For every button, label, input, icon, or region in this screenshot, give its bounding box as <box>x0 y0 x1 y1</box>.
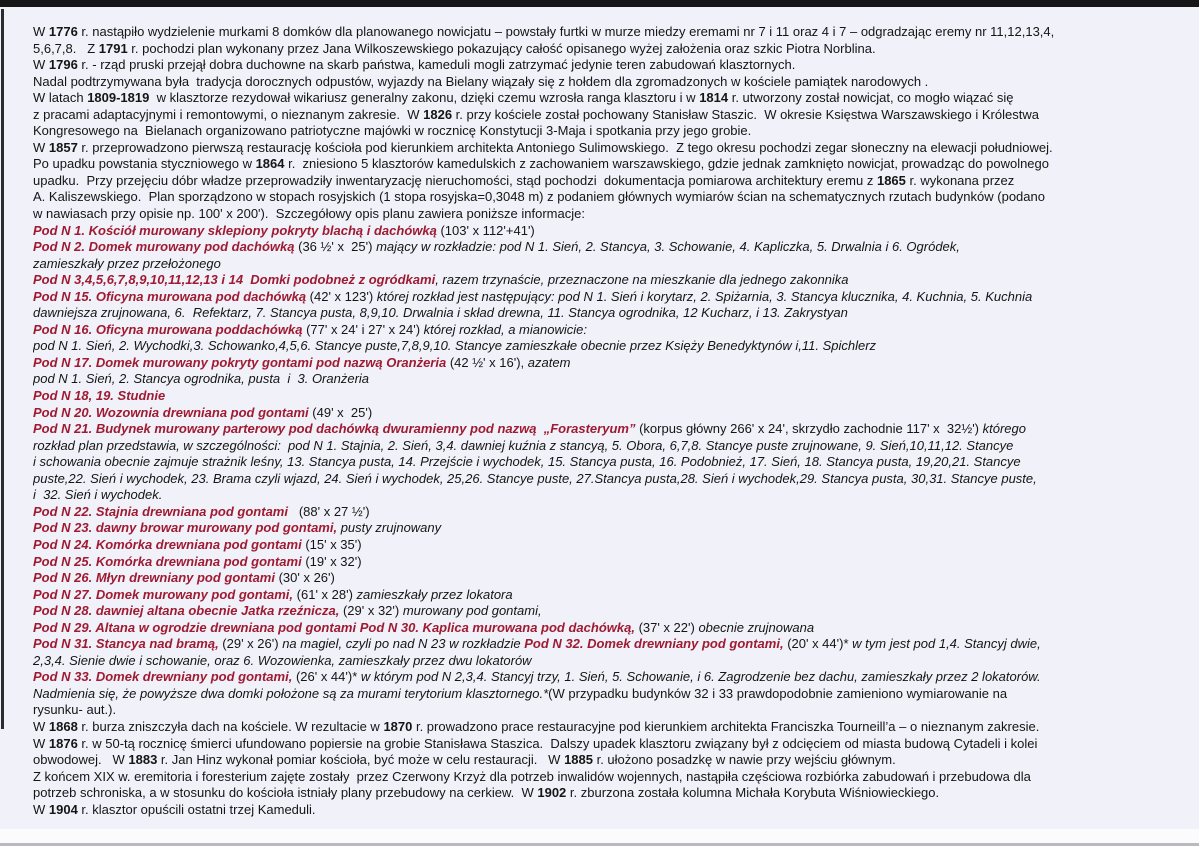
text-line <box>33 371 1193 388</box>
text-segment: potrzeb schroniska, a w stosunku do kościoła istniały plany przebudowy na cerkiew. W <box>33 785 538 801</box>
text-segment: dawniejsza zrujnowana, 6. Refektarz, 7. Stancya pusta, 8,9,10. Drwalnia i skład drewna, 11. Stancya ogrodnika, 12 Kucharz, i 13. Zakrystyan <box>33 305 848 321</box>
text-line <box>33 537 1193 554</box>
text-segment: którego <box>982 421 1026 437</box>
text-line <box>33 504 1193 521</box>
text-segment: r. Jan Hinz wykonał pomiar kościoła, być może w celu restauracji. W <box>157 752 565 768</box>
text-segment: (36 ½' x 25') <box>294 239 377 255</box>
text-segment: puste,22. Sień i wychodek, 23. Brama czyli wjazd, 24. Sień i wychodek, 25,26. Stancye puste, 27.Stancya pusta,28. Sień i wychodek,29. Stancya pusta, 30,31. Stancye puste, <box>33 470 1037 486</box>
text-segment: (30' x 26') <box>274 570 335 586</box>
scan-edge-left <box>1 9 4 729</box>
heading-segment: Pod N 21. Budynek murowany parterowy pod dachówką dwuramienny pod nazwą „Forasteryum” <box>33 421 636 437</box>
heading-segment: Pod N 32. Domek drewniany pod gontami, <box>524 636 784 652</box>
text-line <box>33 719 1193 736</box>
text-line <box>33 239 1193 256</box>
scan-edge-top <box>0 0 1199 7</box>
text-line <box>33 107 1193 124</box>
text-segment: (W przypadku budynków 32 i 33 prawdopodobnie zamieniono wymiarowanie na <box>548 685 1008 701</box>
text-segment: 1814 <box>699 90 729 106</box>
heading-segment: Pod N 25. Komórka drewniana pod gontami <box>33 553 302 569</box>
text-segment: 1883 <box>128 752 158 768</box>
text-line <box>33 289 1193 306</box>
text-segment: (103' x 112'+41') <box>436 222 535 238</box>
heading-segment: Pod N 17. Domek murowany pokryty gontami pod nazwą Oranżeria <box>33 354 447 370</box>
heading-segment: Pod N 33. Domek drewniany pod gontami, <box>33 669 293 685</box>
text-segment: (42' x 123') <box>306 288 377 304</box>
text-segment: 1870 <box>383 718 413 734</box>
text-segment: (77' x 24' i 27' x 24') <box>302 321 424 337</box>
text-segment: 1791 <box>98 40 128 56</box>
text-line <box>33 587 1193 604</box>
text-segment: upadku. Przy przejęciu dóbr władze przeprowadziły inwentaryzację nieruchomości, stąd pochodzi dokumentacja pomiarowa architektury eremu z <box>33 172 877 188</box>
heading-segment: Pod N 18, 19. Studnie <box>33 388 166 404</box>
text-line <box>33 223 1193 240</box>
document-text <box>33 24 1193 818</box>
heading-segment: Pod N 20. Wozownia drewniana pod gontami <box>33 404 309 420</box>
text-segment: (88' x 27 ½') <box>287 503 370 519</box>
text-segment: 2,3,4. Sienie dwie i schowanie, oraz 6. Wozowienka, zamieszkały przez dwu lokatorów <box>33 652 532 668</box>
text-segment: Z końcem XIX w. eremitoria i foresterium zajęte zostały przez Czerwony Krzyż dla potrzeb inwalidów wojennych, nastąpiła częściowa rozbiórka zabudowań i przebudowa dla <box>33 768 1031 784</box>
text-line <box>33 338 1193 355</box>
text-segment: r. ułożono posadzkę w nawie przy wejściu głównym. <box>592 752 896 768</box>
text-line <box>33 123 1193 140</box>
text-segment: (61' x 28') <box>293 586 357 602</box>
text-line <box>33 636 1193 653</box>
text-segment: w którym pod N 2,3,4. Stancyj trzy, 1. Sień, 5. Schowanie, i 6. Zagrodzenie bez dachu, zamieszkały przez 2 lokatorów. <box>360 669 1041 685</box>
text-line <box>33 74 1193 91</box>
text-segment: W <box>33 735 49 751</box>
text-segment: 1809-1819 <box>87 90 150 106</box>
text-line <box>33 24 1193 41</box>
text-segment: W latach <box>33 90 88 106</box>
scan-edge-bottom <box>0 829 1199 846</box>
text-line <box>33 173 1193 190</box>
text-segment: zamieszkały przez przełożonego <box>33 255 221 271</box>
text-segment: z pracami adaptacyjnymi i remontowymi, o nieznanym zakresie. W <box>33 106 424 122</box>
text-line <box>33 603 1193 620</box>
text-segment: 1868 <box>48 718 78 734</box>
text-segment: w tym jest pod 1,4. Stancyj dwie, <box>852 636 1041 652</box>
text-line <box>33 256 1193 273</box>
text-line <box>33 206 1193 223</box>
text-segment: pod N 1. Sień, 2. Stancya ogrodnika, pusta i 3. Oranżeria <box>33 371 370 387</box>
text-line <box>33 355 1193 372</box>
text-segment: 1776 <box>48 24 78 39</box>
text-segment: r. przeprowadzono pierwszą restaurację kościoła pod kierunkiem architekta Antoniego Sulimowskiego. Z tego okresu pochodzi zegar słoneczny na elewacji południowej. <box>77 139 1053 155</box>
text-line <box>33 471 1193 488</box>
text-line <box>33 405 1193 422</box>
text-segment: (29' x 26') <box>218 636 283 652</box>
text-segment: Nadal podtrzymywana była tradycja dorocznych odpustów, wyjazdy na Bielany wiązały się z hołdem dla zgromadzonych w kościele pamiątek narodowych . <box>33 73 929 89</box>
text-line <box>33 702 1193 719</box>
heading-segment: Pod N 27. Domek murowany pod gontami, <box>33 586 294 602</box>
text-line <box>33 140 1193 157</box>
text-segment: r. pochodzi plan wykonany przez Jana Wilkoszewskiego pokazujący całość opisanego wyżej założenia oraz szkic Piotra Norblina. <box>127 40 876 56</box>
text-line <box>33 620 1193 637</box>
text-segment: (20' x 44')* <box>783 636 853 652</box>
text-segment: (37' x 22') <box>634 619 699 635</box>
text-line <box>33 272 1193 289</box>
text-segment: 1865 <box>876 172 906 188</box>
text-segment: 1904 <box>48 801 78 817</box>
text-segment: (26' x 44')* <box>292 669 361 685</box>
heading-segment: Pod N 2. Domek murowany pod dachówką <box>33 239 295 255</box>
text-segment: W <box>33 139 49 155</box>
text-line <box>33 570 1193 587</box>
text-segment: r. w 50-tą rocznicę śmierci ufundowano popiersie na grobie Stanisława Staszica. Dalszy upadek klasztoru związany był z odcięciem od miasta budową Cytadeli i kolei <box>77 735 1038 751</box>
text-segment: i 32. Sień i wychodek. <box>33 487 163 503</box>
text-line <box>33 520 1193 537</box>
text-line <box>33 669 1193 686</box>
text-line <box>33 322 1193 339</box>
text-segment: pusty zrujnowany <box>337 520 442 536</box>
text-segment: Po upadku powstania styczniowego w <box>33 156 256 172</box>
text-segment: r. nastąpiło wydzielenie murkami 8 domków dla planowanego nowicjatu – powstały furtki w murze miedzy eremami nr 7 i 11 oraz 4 i 7 – odgradzając eremy nr 11,12,13,4, <box>77 24 1055 39</box>
text-segment: (42 ½' x 16'), <box>446 354 528 370</box>
heading-segment: Pod N 1. Kościół murowany sklepiony pokryty blachą i dachówką <box>33 222 437 238</box>
text-segment: W <box>33 24 49 39</box>
text-segment: (49' x 25') <box>308 404 373 420</box>
heading-segment: Pod N 16. Oficyna murowana poddachówką <box>33 321 303 337</box>
text-line <box>33 802 1193 819</box>
text-segment: pod N 1. Sień, 2. Wychodki,3. Schowanko,4,5,6. Stancye puste,7,8,9,10. Stancye zamieszkałe obecnie przez Księży Benedyktynów i,11. Spichlerz <box>33 338 877 354</box>
text-line <box>33 736 1193 753</box>
text-segment: mający w rozkładzie: pod N 1. Sień, 2. Stancya, 3. Schowanie, 4. Kapliczka, 5. Drwalnia i 6. Ogródek, <box>376 239 960 255</box>
text-segment: 1876 <box>48 735 78 751</box>
heading-segment: Pod N 29. Altana w ogrodzie drewniana pod gontami Pod N 30. Kaplica murowana pod dachówką, <box>33 619 635 635</box>
text-segment: A. Kaliszewskiego. Plan sporządzono w stopach rosyjskich (1 stopa rosyjska=0,3048 m) z podaniem głównych wymiarów ścian na schematycznych rzutach budynków (podano <box>33 189 1045 205</box>
text-segment: r. klasztor opuścili ostatni trzej Kameduli. <box>77 801 316 817</box>
text-segment: rysunku- aut.). <box>33 702 117 718</box>
heading-segment: Pod N 31. Stancya nad bramą, <box>33 636 219 652</box>
text-segment: W <box>33 801 49 817</box>
text-segment: r. zniesiono 5 klasztorów kamedulskich z zachowaniem warszawskiego, gdzie jednak zamknięto nowicjat, prowadząc do powolnego <box>284 156 1049 172</box>
text-line <box>33 438 1193 455</box>
text-segment: obwodowej. W <box>33 752 129 768</box>
text-line <box>33 305 1193 322</box>
heading-segment: Pod N 3,4,5,6,7,8,9,10,11,12,13 i 14 Domki podobneż z ogródkami <box>33 272 436 288</box>
text-segment: 1796 <box>48 57 78 73</box>
text-segment: 1857 <box>48 139 78 155</box>
text-segment: 5,6,7,8. Z <box>33 40 99 56</box>
heading-segment: Pod N 26. Młyn drewniany pod gontami <box>33 570 275 586</box>
text-segment: W <box>33 57 49 73</box>
text-segment: 1902 <box>537 785 567 801</box>
text-line <box>33 388 1193 405</box>
heading-segment: Pod N 15. Oficyna murowana pod dachówką <box>33 288 307 304</box>
heading-segment: Pod N 23. dawny browar murowany pod gontami, <box>33 520 338 536</box>
text-segment: r. - rząd pruski przejął dobra duchowne na skarb państwa, kameduli mogli zatrzymać jedynie teren zabudowań klasztornych. <box>77 57 796 73</box>
text-segment: w nawiasach przy opisie np. 100' x 200'). Szczegółowy opis planu zawiera poniższe informacje: <box>33 206 585 222</box>
text-segment: (korpus główny 266' x 24', skrzydło zachodnie 117' x 32½') <box>635 421 983 437</box>
text-segment: (29' x 32') <box>339 603 403 619</box>
text-segment: i schowania obecnie zajmuje strażnik leśny, 13. Stancya pusta, 14. Przejście i wychodek, 15. Stancya pusta, 16. Podobnież, 17. Sień, 18. Stancya pusta, 19,20,21. Stancye <box>33 454 1021 470</box>
text-segment: 1864 <box>255 156 285 172</box>
text-line <box>33 421 1193 438</box>
text-segment: której rozkład jest następujący: pod N 1. Sień i korytarz, 2. Spiżarnia, 3. Stancya klucznika, 4. Kuchnia, 5. Kuchnia <box>376 288 1033 304</box>
text-segment: (19' x 32') <box>301 553 362 569</box>
text-line <box>33 487 1193 504</box>
heading-segment: Pod N 22. Stajnia drewniana pod gontami <box>33 503 288 519</box>
heading-segment: Pod N 28. dawniej altana obecnie Jatka rzeźnicza, <box>33 603 340 619</box>
text-line <box>33 41 1193 58</box>
text-segment: 1885 <box>564 752 593 768</box>
text-segment: r. przy kościele został pochowany Stanisław Staszic. W okresie Księstwa Warszawskiego i Królestwa <box>452 106 1039 122</box>
text-segment: , razem trzynaście, przeznaczone na mieszkanie dla jednego zakonnika <box>435 272 849 288</box>
text-segment: r. burza zniszczyła dach na kościele. W rezultacie w <box>77 718 384 734</box>
text-segment: murowany pod gontami, <box>402 603 542 619</box>
text-line <box>33 752 1193 769</box>
text-segment: rozkład plan przedstawia, w szczególności: pod N 1. Stajnia, 2. Sień, 3,4. dawniej kuźnia z stancyą, 5. Obora, 6,7,8. Stancye puste zrujnowane, 9. Sień,10,11,12. Stancye <box>33 437 1014 453</box>
text-segment: 1826 <box>423 106 453 122</box>
text-segment: azatem <box>527 354 571 370</box>
text-segment: Nadmienia się, że powyższe dwa domki położone są za murami terytorium klasztornego.* <box>33 685 549 701</box>
text-line <box>33 156 1193 173</box>
text-segment: r. wykonana przez <box>905 172 1015 188</box>
text-segment: r. zburzona została kolumna Michała Korybuta Wiśniowieckiego. <box>566 785 940 801</box>
text-segment: której rozkład, a mianowicie: <box>423 321 587 337</box>
text-segment: Kongresowego na Bielanach organizowano patriotyczne majówki w rocznicę Konstytucji 3-Maja i spotkania przy jego grobie. <box>33 123 752 139</box>
text-line <box>33 785 1193 802</box>
text-line <box>33 57 1193 74</box>
text-segment: r. utworzony został nowicjat, co mogło wiązać się <box>728 90 1014 106</box>
text-line <box>33 454 1193 471</box>
text-segment: w klasztorze rezydował wikariusz generalny zakonu, dzięki czemu wzrosła ranga klasztoru i w <box>149 90 700 106</box>
text-segment: (15' x 35') <box>301 536 362 552</box>
text-segment: r. prowadzono prace restauracyjne pod kierunkiem architekta Franciszka Tourneill’a – o nieznanym zakresie. <box>412 718 1040 734</box>
heading-segment: Pod N 24. Komórka drewniana pod gontami <box>33 536 302 552</box>
text-segment: na magiel, czyli po nad N 23 w rozkładzie <box>282 636 525 652</box>
text-line <box>33 90 1193 107</box>
text-line <box>33 769 1193 786</box>
text-line <box>33 686 1193 703</box>
text-segment: obecnie zrujnowana <box>698 619 815 635</box>
text-line <box>33 189 1193 206</box>
text-segment: zamieszkały przez lokatora <box>356 586 513 602</box>
text-line <box>33 554 1193 571</box>
text-line <box>33 653 1193 670</box>
text-segment: W <box>33 718 49 734</box>
